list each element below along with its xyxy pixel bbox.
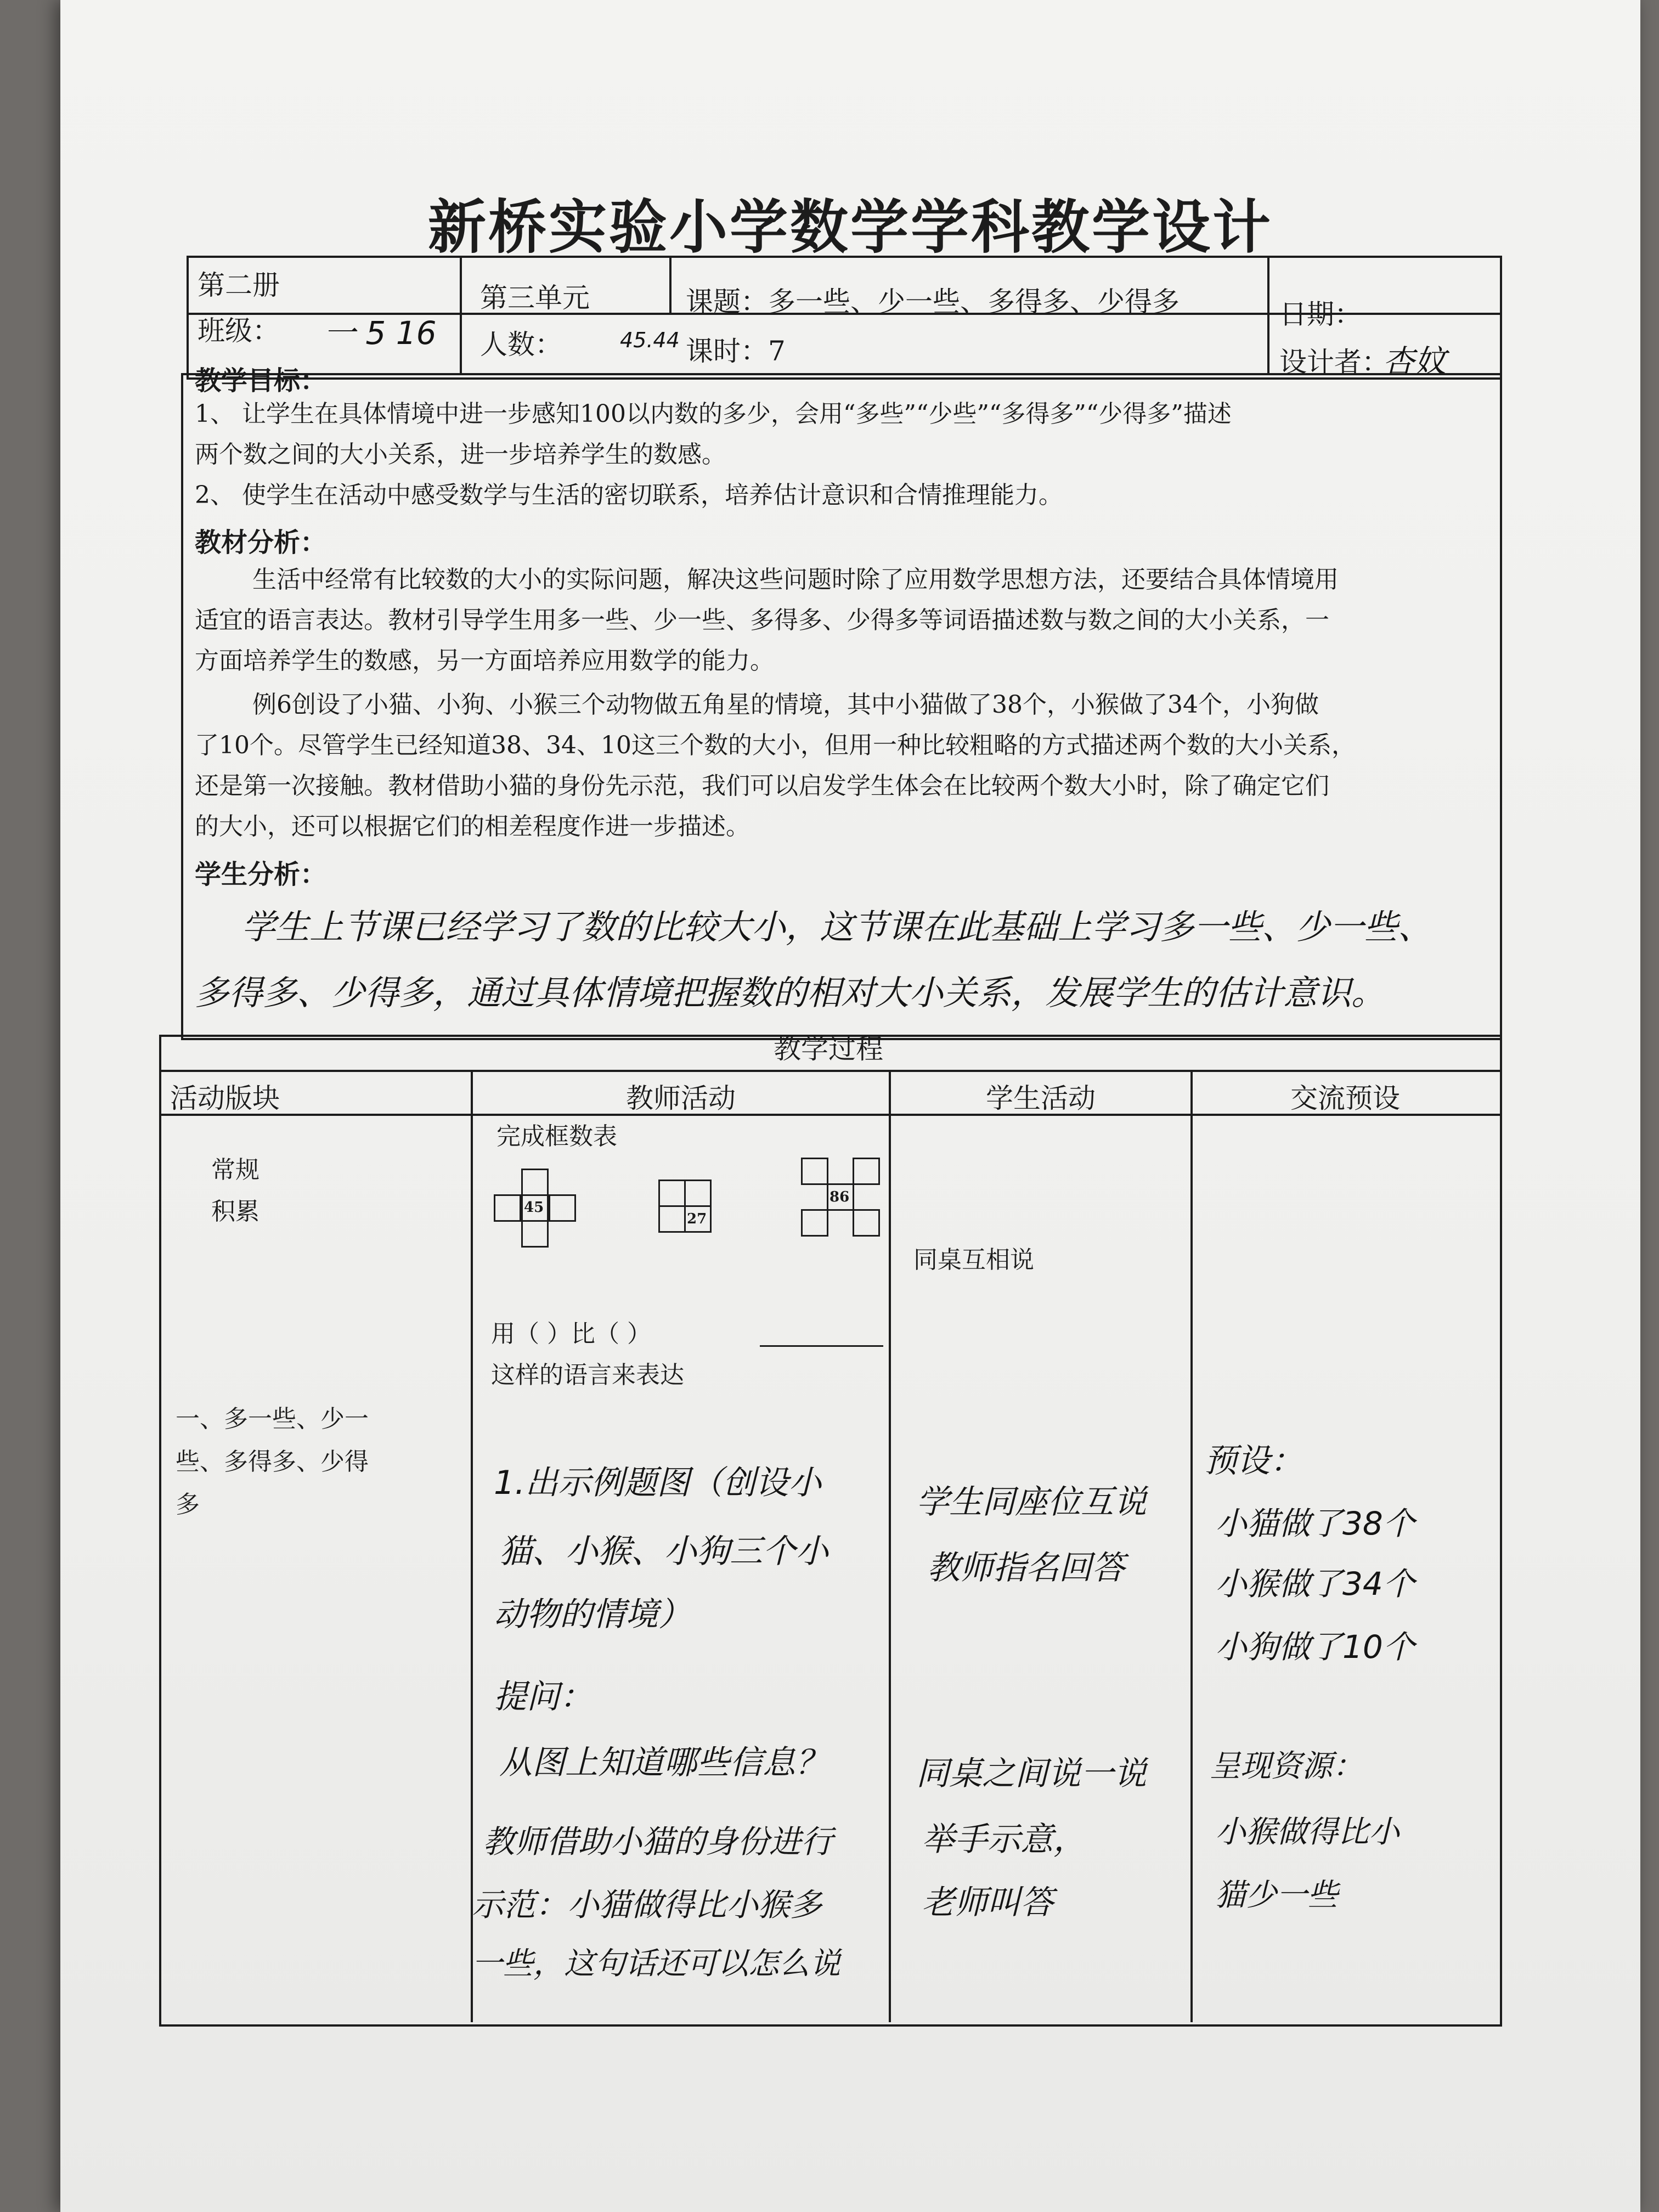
material-line-7: 的大小，还可以根据它们的相差程度作进一步描述。	[195, 812, 750, 840]
column-header-teacher: 教师活动	[626, 1082, 736, 1114]
column-header-student: 学生活动	[986, 1082, 1096, 1114]
teacher-hand-6: 教师借助小猫的身份进行	[483, 1823, 833, 1860]
date-label: 日期：	[1279, 298, 1362, 330]
material-line-4: 例6创设了小猫、小狗、小猴三个动物做五角星的情境，其中小猫做了38个，小猴做了34个，小狗做	[252, 691, 1319, 719]
student-hand-2: 教师指名回答	[927, 1549, 1125, 1587]
unit-label: 第三单元	[480, 282, 590, 314]
teacher-sentence-a: 用（ ）比（ ）	[491, 1320, 651, 1348]
student-hand-5: 老师叫答	[922, 1883, 1053, 1922]
students-line-2: 多得多、少得多，通过具体情境把握数的相对大小关系，发展学生的估计意识。	[195, 973, 1386, 1013]
period-label: 课时：7	[686, 335, 786, 367]
students-heading: 学生分析：	[195, 859, 327, 890]
preset-hand-4: 小狗做了10个	[1215, 1628, 1415, 1666]
material-line-6: 还是第一次接触。教材借助小猫的身份先示范，我们可以启发学生体会在比较两个数大小时，除了确定它们	[195, 772, 1329, 800]
students-line-1: 学生上节课已经学习了数的比较大小，这节课在此基础上学习多一些、少一些、	[241, 907, 1432, 947]
teacher-hand-8: 一些，这句话还可以怎么说	[472, 1946, 840, 1982]
paper-sheet	[60, 0, 1640, 2212]
student-hand-3: 同桌之间说一说	[916, 1754, 1147, 1793]
preset-hand-7: 猫少一些	[1215, 1877, 1338, 1913]
designer-label: 设计者：	[1279, 346, 1389, 378]
page-title: 新桥实验小学数学学科教学设计	[428, 193, 1273, 261]
process-heading: 教学过程	[774, 1033, 883, 1065]
process-col-divider	[1190, 1070, 1193, 2022]
material-line-3: 方面培养学生的数感，另一方面培养应用数学的能力。	[195, 647, 774, 675]
topic-label: 课题：多一些、少一些、多得多、少得多	[686, 286, 1180, 318]
material-line-2: 适宜的语言表达。教材引导学生用多一些、少一些、多得多、少得多等词语描述数与数之间的大小关系，一	[195, 606, 1329, 634]
material-heading: 教材分析：	[195, 527, 327, 558]
teacher-hand-1: 1.出示例题图（创设小	[494, 1464, 822, 1502]
block-routine-line1: 常规	[211, 1156, 259, 1184]
number-grid-plus	[494, 1169, 603, 1251]
count-label: 人数：	[480, 329, 562, 360]
teacher-hand-4: 提问：	[494, 1678, 592, 1716]
preset-hand-3: 小猴做了34个	[1215, 1565, 1415, 1602]
block-section-1-line2: 些、多得多、少得	[176, 1448, 369, 1476]
preset-hand-5: 呈现资源：	[1210, 1748, 1363, 1784]
process-row-divider	[161, 1070, 1500, 1072]
designer-value: 杏妏	[1383, 343, 1447, 380]
block-section-1-line3: 多	[176, 1491, 200, 1519]
grid-number-27: 27	[687, 1211, 707, 1227]
column-header-preset: 交流预设	[1290, 1082, 1400, 1114]
student-hand-1: 学生同座位互说	[916, 1483, 1147, 1521]
header-col-divider	[669, 258, 672, 315]
class-value: 一 5 16	[324, 314, 437, 352]
objective-line-3: 2、 使学生在活动中感受数学与生活的密切联系，培养估计意识和合情推理能力。	[195, 481, 1063, 509]
header-col-divider	[460, 258, 462, 375]
header-col-divider	[1267, 258, 1269, 375]
process-col-divider	[889, 1070, 891, 2022]
student-printed: 同桌互相说	[913, 1246, 1034, 1274]
objective-line-2: 两个数之间的大小关系，进一步培养学生的数感。	[195, 441, 726, 469]
volume-label: 第二册	[198, 269, 280, 301]
grid-number-45: 45	[524, 1199, 544, 1216]
count-value: 45.44	[620, 328, 680, 352]
teacher-intro: 完成框数表	[496, 1122, 617, 1150]
block-section-1-line1: 一、多一些、少一	[176, 1405, 369, 1433]
preset-hand-6: 小猴做得比小	[1215, 1814, 1400, 1850]
objectives-heading: 教学目标：	[195, 365, 327, 396]
answer-blank	[760, 1345, 883, 1347]
block-routine-line2: 积累	[211, 1198, 259, 1226]
objective-line-1: 1、 让学生在具体情境中进一步感知100以内数的多少，会用“多些”“少些”“多得多”“少得多”描述	[195, 400, 1232, 428]
number-grid-x	[801, 1158, 889, 1245]
teacher-hand-7: 示范：小猫做得比小猴多	[472, 1886, 822, 1923]
grid-number-86: 86	[830, 1189, 850, 1205]
teacher-hand-2: 猫、小猴、小狗三个小	[499, 1532, 828, 1571]
teacher-sentence-b: 这样的语言来表达	[491, 1361, 684, 1389]
teacher-hand-5: 从图上知道哪些信息？	[499, 1743, 828, 1782]
teacher-hand-3: 动物的情境）	[494, 1595, 691, 1634]
material-line-5: 了10个。尽管学生已经知道38、34、10这三个数的大小，但用一种比较粗略的方式描述两个数的大小关系，	[195, 731, 1356, 759]
class-label: 班级：	[198, 315, 280, 347]
preset-hand-2: 小猫做了38个	[1215, 1505, 1415, 1542]
number-grid-square	[658, 1180, 724, 1245]
preset-hand-1: 预设：	[1204, 1442, 1303, 1480]
column-header-activity: 活动版块	[170, 1082, 280, 1114]
material-line-1: 生活中经常有比较数的大小的实际问题，解决这些问题时除了应用数学思想方法，还要结合具体情境用	[252, 566, 1339, 594]
student-hand-4: 举手示意，	[922, 1820, 1086, 1859]
